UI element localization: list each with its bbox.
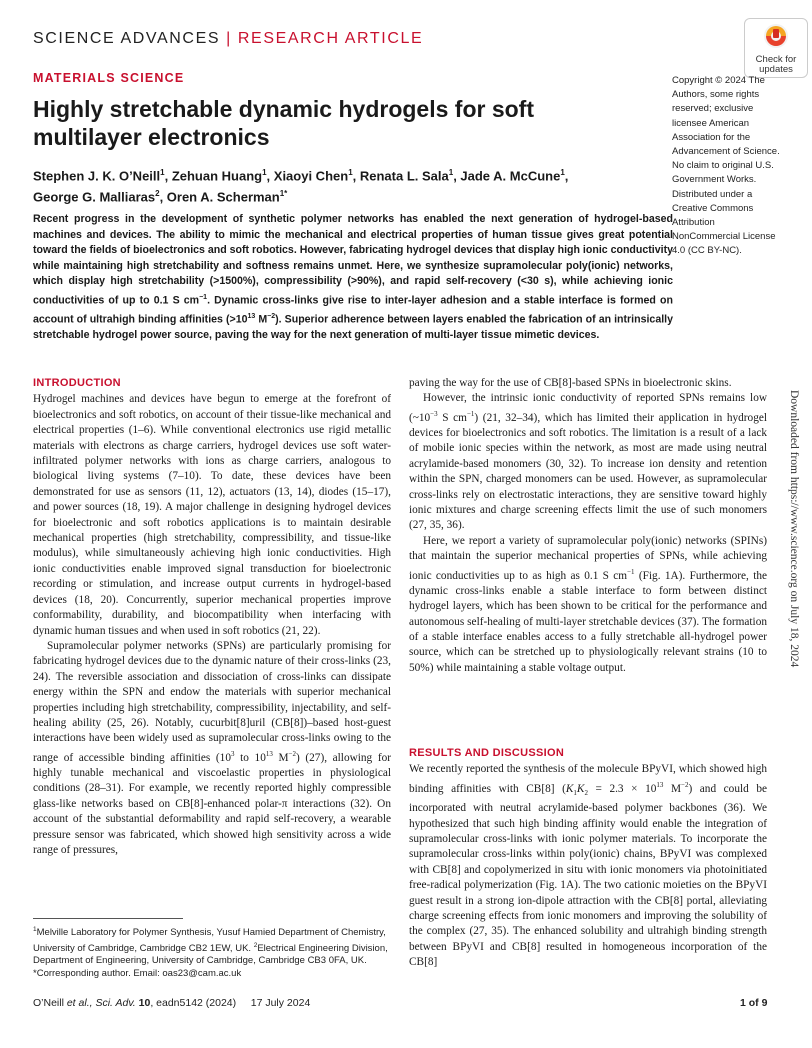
affiliation-marker: 1 xyxy=(262,168,267,177)
author-line-1 xyxy=(33,164,633,185)
check-updates-label: Check for updates xyxy=(755,54,797,75)
author-line-2 xyxy=(33,185,633,206)
section-label: MATERIALS SCIENCE xyxy=(33,71,185,85)
affiliation-marker: 1 xyxy=(560,168,565,177)
check-for-updates-button[interactable] xyxy=(744,18,808,78)
paper-title: Highly stretchable dynamic hydrogels for soft multilayer electronics xyxy=(33,96,534,150)
affiliation-marker: 1 xyxy=(160,168,165,177)
journal-name: SCIENCE ADVANCES xyxy=(33,30,221,47)
author-name[interactable]: , Jade A. McCune xyxy=(453,168,561,184)
author-list xyxy=(33,164,633,207)
corresponding-author: *Corresponding author. Email: oas23@cam.ac.uk xyxy=(33,967,242,979)
download-watermark xyxy=(786,390,806,810)
right-column xyxy=(409,376,767,676)
author-name[interactable]: Stephen J. K. O’Neill xyxy=(33,168,161,184)
author-name[interactable]: , Xiaoyi Chen xyxy=(266,168,349,184)
author-name[interactable]: George G. Malliaras xyxy=(33,189,156,205)
header-separator: | xyxy=(226,30,232,47)
article-type: RESEARCH ARTICLE xyxy=(237,30,424,47)
footnote-divider xyxy=(33,918,183,919)
author-name[interactable]: , Renata L. Sala xyxy=(352,168,449,184)
affiliation-marker: 1 xyxy=(348,168,353,177)
author-name[interactable]: , Oren A. Scherman xyxy=(159,189,280,205)
check-updates-icon xyxy=(763,23,789,49)
results-paragraph-1: We recently reported the synthesis of the molecule BPyVI, which showed high binding affinities with CB[8] ($K_1K_2 = 2.3 \times 10^{13}$ $M^{-2}$) and could be incorporated with neutral acrylamide-based polymer backbones (36). We hypothesized that such high binding affinity would enable the integration of supramolecular cross-links with ionic polymer materials. To incorporate the supramolecular cross-links within poly(ionic) chains, BPyVI was complexed with CB[8] and copolymerized in situ with ionic monomers via photoinitiated free-radical polymerization (Fig. 1A). The two cationic moieties on the BPyVI guest result in a strong ion-dipole attraction with the CB[8] portal, alleviating charge screening effects from ionic monomers and improving the solubility of the complex (27, 35). The enhanced solubility and ultrahigh binding strength between BPyVI and CB[8] resulted in homogeneous incorporation of the CB[8] xyxy=(409,763,767,969)
intro-paragraph-1: Hydrogel machines and devices have begun to emerge at the forefront of bioelectronics and soft robotics, on account of their tissue-like mechanical and electrical properties (1–6). While conventional electronics use rigid metallic materials with electrons as charge carriers, hydrogel devices use soft water-infiltrated polymer networks with ions as charge carriers, analogous to biological living systems (7–10). To date, these devices have been demonstrated for use as sensors (11, 12), actuators (13, 14), diodes (15–17), and power sources (18, 19). A major challenge in designing hydrogel devices for bioelectronic and soft robotics applications is to maintain desirable mechanical properties (high stretchability, compressibility, and tissue-like modulus), while simultaneously achieving high ionic conductivities. High ionic conductivities enable improved signal transduction for bioelectronic recording or stimulation, and increase output currents in hydrogel-based devices (18, 20). Concurrently, superior mechanical properties improve conformability, durability, and biocompatibility when interfacing with dynamic human tissues and when used in soft robotics (21, 22). xyxy=(33,393,391,637)
intro-paragraph-3: However, the intrinsic ionic conductivity of reported SPNs remains low ($\sim 10^{-3}$ S $cm^{-1}$) (21, 32–34), which has limited their application in hydrogel devices for bioelectronics and soft robotics. The limitation is a result of a lack of mobile ionic species within the network, as most are made using neutral acrylamide-based monomers (30, 32). To increase ion density and retention within the SPN, charged monomers can be used. However, as supramolecular cross-links rely on electrostatic interactions, they are sensitive toward highly ionic mixtures and charge screening effects limit the use of such monomers (27, 35, 36). xyxy=(409,392,768,532)
abstract: Recent progress in the development of synthetic polymer networks has enabled the next generation of hydrogel-based machines and devices. The ability to mimic the mechanical and electrical properties of human tissue gives great potential toward the fields of bioelectronics and soft robotics. However, fabricating hydrogel devices that display high ionic conductivity while maintaining high stretchability and softness remains unmet. Here, we synthesize supramolecular poly(ionic) networks, which display high stretchability (>1500%), compressibility (>90%), and rapid self-recovery (<30 s), while achieving ionic conductivities of up to 0.1 S $cm^{-1}$. Dynamic cross-links give rise to inter-layer adhesion and a stable interface is formed on account of ultrahigh binding affinities ($>10^{13}$ $M^{-2}$). Superior adherence between layers enabled the fabrication of an intrinsically stretchable hydrogel power source, paving the way for the next generation of multi-layer tissue mimetic devices. xyxy=(33,213,673,341)
download-note-text: Downloaded from https://www.science.org on July 18, 2024 xyxy=(788,390,800,668)
footnotes xyxy=(33,924,393,980)
affiliations: $^1$Melville Laboratory for Polymer Synthesis, Yusuf Hamied Department of Chemistry, University of Cambridge, Cambridge CB2 1EW, UK. $^2$Electrical Engineering Division, Department of Engineering, University of Cambridge, Cambridge CB3 0FA, UK. xyxy=(33,926,388,967)
results-section xyxy=(409,746,767,971)
affiliation-marker: 1* xyxy=(279,189,288,199)
author-name[interactable]: , Zehuan Huang xyxy=(164,168,263,184)
author-separator: , xyxy=(564,168,569,184)
page-number: 1 of 9 xyxy=(740,997,768,1009)
affiliation-marker: 2 xyxy=(155,189,160,199)
copyright-notice: Copyright © 2024 The Authors, some rights reserved; exclusive licensee American Association for the Advancement of Science. No claim to original U.S. Government Works. Distributed under a Creative Commons Attribution NonCommercial License 4.0 (CC BY-NC). xyxy=(672,75,780,257)
affiliation-marker: 1 xyxy=(448,168,454,177)
intro-paragraph-4: Here, we report a variety of supramolecular poly(ionic) networks (SPINs) that maintain the superior mechanical properties of SPNs, while achieving ionic conductivities up to as high as 0.1 S $cm^{-1}$ (Fig. 1A). Furthermore, the dynamic cross-links enable a stable interface to form between distinct hydrogel layers, which has been shown to be critical for the performance and autonomous self-healing of multi-layer stretchable devices (37). The formation of a stable interface enables access to a fully stretchable all-hydrogel power source, which can be stretched up to physiologically relevant strains (10 to 50%) while maintaining a stable voltage output. xyxy=(409,534,767,674)
introduction-heading: INTRODUCTION xyxy=(33,377,121,389)
results-heading: RESULTS AND DISCUSSION xyxy=(409,747,565,759)
footer-citation: O’Neill et al., Sci. Adv. 10, eadn5142 (2024) 17 July 2024 xyxy=(33,997,311,1009)
intro-paragraph-2-continued: paving the way for the use of CB[8]-based SPNs in bioelectronic skins. xyxy=(409,377,732,389)
journal-header xyxy=(33,30,423,48)
intro-paragraph-2: Supramolecular polymer networks (SPNs) are particularly promising for fabricating hydrogel devices due to the dynamic nature of their cross-links (23, 24). The reversible association and dissociation of cross-links can dissipate energy within the SPN and endow the materials with superior mechanical properties including high stretchability, compressibility, injectability, and self-healing ability (25, 26). Notably, cucurbit[8]uril (CB[8])–based host-guest interactions have been widely used as supramolecular cross-links owing to the range of accessible binding affinities ($10^3$ to $10^{13}$ $M^{-2}$) (27), allowing for highly tunable mechanical and viscoelastic properties in physiological conditions (28–31). For example, we recently reported highly compressible glass-like networks based on CB[8]-enhanced polar-π interactions (32). On account of the substantial deformability and rapid self-recovery, a wearable pressure sensor was fabricated, which showed high sensitivity across a wide range of pressures, xyxy=(33,639,391,856)
left-column xyxy=(33,376,391,858)
